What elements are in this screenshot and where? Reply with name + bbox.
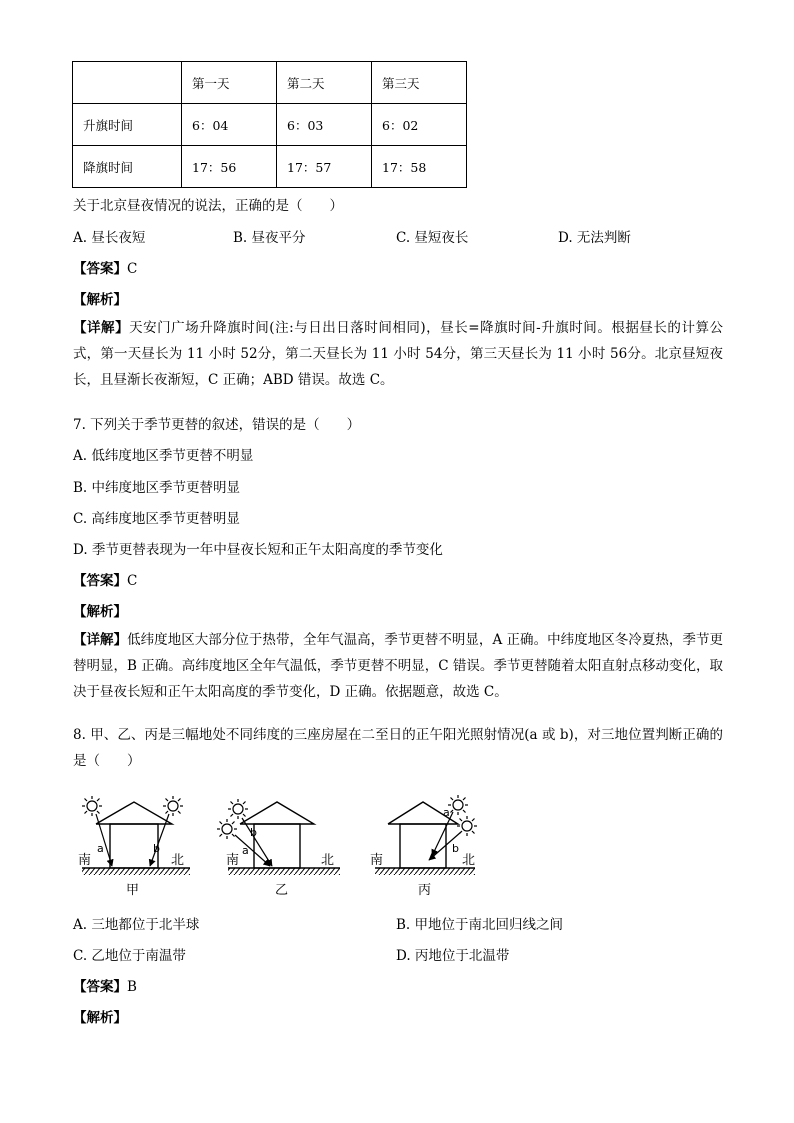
house-yi [217, 799, 340, 898]
answer-label: 【答案】 [73, 979, 127, 995]
house-roof [96, 802, 172, 824]
answer-value: C [127, 261, 138, 277]
sunray-a [235, 835, 270, 866]
table-cell: 17：58 [372, 146, 467, 188]
q8-answer [73, 975, 137, 995]
ground-hatch [82, 868, 190, 875]
house-jia [78, 796, 190, 898]
q7-answer [73, 569, 137, 589]
table-cell: 升旗时间 [73, 104, 182, 146]
table-header-cell: 第一天 [182, 62, 277, 104]
north-label: 北 [321, 853, 335, 868]
q7-option-b: B. 中纬度地区季节更替明显 [73, 480, 241, 496]
ground-hatch [375, 868, 475, 875]
table-cell: 17：57 [277, 146, 372, 188]
flag-time-table [72, 61, 467, 188]
table-cell: 6：04 [182, 104, 277, 146]
q8-analysis-label: 【解析】 [73, 1010, 127, 1026]
ray-label-a: a [443, 806, 450, 819]
detail-text: 天安门广场升降旗时间(注:与日出日落时间相同)，昼长=降旗时间-升旗时间。根据昼长的计算公式，第一天昼长为 11 小时 52分，第二天昼长为 11 小时 54分，第三天昼长为 11 小时 56分。北京昼短夜长，且昼渐长夜渐短，C 正确；ABD 错误。故选 C。 [73, 320, 723, 388]
table-row [73, 104, 467, 146]
south-label: 南 [78, 853, 92, 868]
q6-option-b: B. 昼夜平分 [233, 230, 306, 246]
ray-label-b: b [452, 842, 459, 855]
q8-option-a: A. 三地都位于北半球 [73, 917, 200, 933]
q6-option-c: C. 昼短夜长 [396, 230, 469, 246]
sunray-b [150, 814, 169, 866]
house-roof [240, 802, 314, 824]
answer-value: B [127, 979, 137, 995]
table-row [73, 146, 467, 188]
sun-icon [217, 819, 237, 839]
detail-label: 【详解】 [73, 632, 128, 648]
ray-label-b: b [250, 826, 257, 839]
house-wall [400, 824, 446, 868]
sun-icon [448, 795, 468, 815]
q7-detail [73, 627, 723, 705]
sun-icon [228, 799, 248, 819]
north-label: 北 [171, 853, 185, 868]
table-header-cell: 第二天 [277, 62, 372, 104]
ray-label-a: a [97, 842, 104, 855]
q8-option-b: B. 甲地位于南北回归线之间 [396, 917, 564, 933]
house-wall [110, 824, 158, 868]
caption-bing: 丙 [418, 883, 432, 898]
table-cell: 6：02 [372, 104, 467, 146]
q7-option-d: D. 季节更替表现为一年中昼夜长短和正午太阳高度的季节变化 [73, 542, 443, 558]
q6-option-d: D. 无法判断 [558, 230, 631, 246]
q6-analysis-label: 【解析】 [73, 292, 127, 308]
sunlight-house-figure [70, 790, 510, 902]
ground-hatch [228, 868, 340, 875]
table-cell: 6：03 [277, 104, 372, 146]
house-wall [254, 824, 300, 868]
answer-label: 【答案】 [73, 573, 127, 589]
q6-option-a: A. 昼长夜短 [73, 230, 146, 246]
detail-text: 低纬度地区大部分位于热带，全年气温高，季节更替不明显，A 正确。中纬度地区冬冷夏热，季节更替明显，B 正确。高纬度地区全年气温低，季节更替不明显，C 错误。季节更替随着太阳直射点移动变化，取决于昼夜长短和正午太阳高度的季节变化，D 正确。依据题意，故选 C。 [73, 632, 723, 700]
south-label: 南 [226, 853, 240, 868]
ray-label-b: b [153, 842, 160, 855]
table-cell: 降旗时间 [73, 146, 182, 188]
south-label: 南 [370, 853, 384, 868]
sunray-b [242, 818, 272, 866]
q7-analysis-label: 【解析】 [73, 604, 127, 620]
q6-answer [73, 257, 137, 277]
table-cell: 17：56 [182, 146, 277, 188]
q7-option-c: C. 高纬度地区季节更替明显 [73, 511, 240, 527]
q8-option-d: D. 丙地位于北温带 [396, 948, 510, 964]
q7-option-a: A. 低纬度地区季节更替不明显 [73, 448, 254, 464]
q6-stem: 关于北京昼夜情况的说法，正确的是（ ） [73, 198, 343, 214]
q7-stem: 7. 下列关于季节更替的叙述，错误的是（ ） [73, 417, 361, 433]
table-cell [73, 62, 182, 104]
house-bing [370, 795, 477, 898]
caption-jia: 甲 [126, 883, 140, 898]
table-header-cell: 第三天 [372, 62, 467, 104]
caption-yi: 乙 [275, 883, 289, 898]
ray-label-a: a [242, 844, 249, 857]
answer-value: C [127, 573, 138, 589]
q8-stem: 8. 甲、乙、丙是三幅地处不同纬度的三座房屋在二至日的正午阳光照射情况(a 或 b)，对三地位置判断正确的是（ ） [73, 727, 723, 769]
sun-icon [82, 796, 102, 816]
q6-detail [73, 315, 723, 393]
q8-option-c: C. 乙地位于南温带 [73, 948, 186, 964]
sun-icon [163, 796, 183, 816]
north-label: 北 [462, 853, 476, 868]
table-header-row [73, 62, 467, 104]
answer-label: 【答案】 [73, 261, 127, 277]
detail-label: 【详解】 [73, 320, 130, 336]
